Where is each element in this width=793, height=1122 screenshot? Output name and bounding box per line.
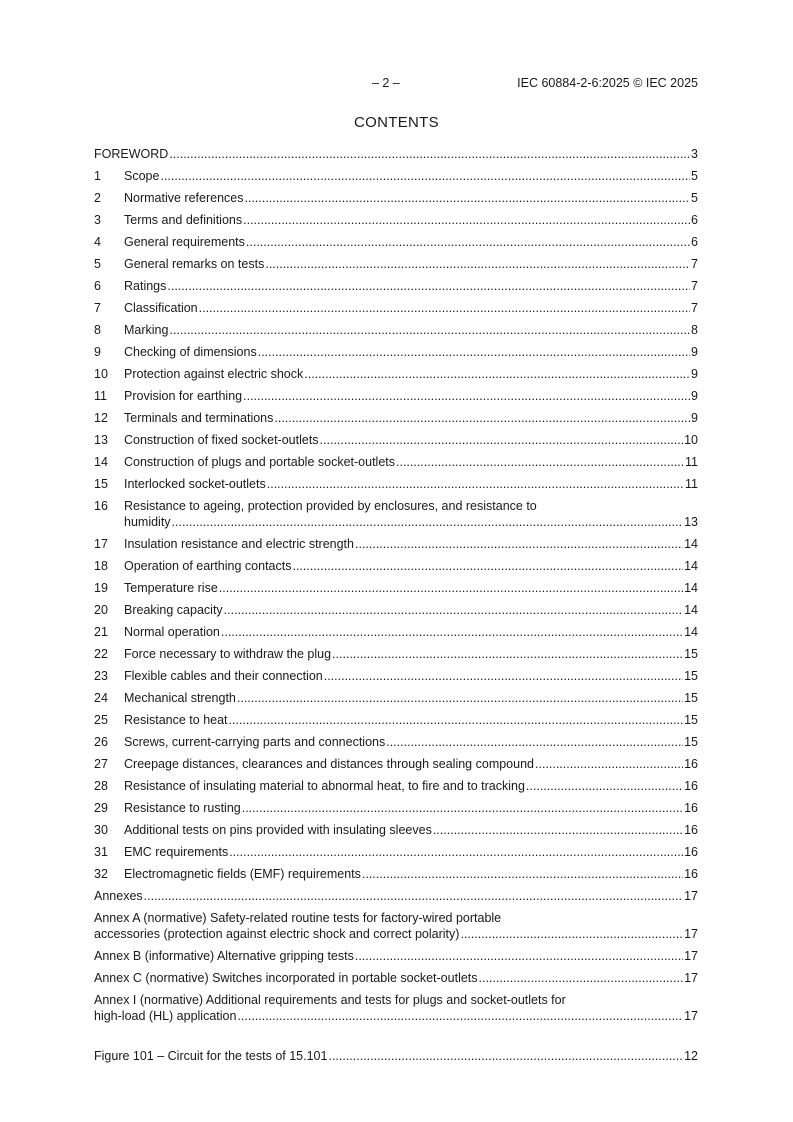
dot-leader <box>265 256 690 272</box>
toc-entry-title: Mechanical strength <box>124 691 236 705</box>
page-title: CONTENTS <box>354 114 439 131</box>
toc-entry-title: General remarks on tests <box>124 257 265 271</box>
toc-entry-page: 14 <box>684 537 698 551</box>
dot-leader <box>386 734 683 750</box>
clause-number: 10 <box>94 367 108 381</box>
dot-leader <box>328 1048 683 1064</box>
toc-entry-page: 9 <box>691 389 698 403</box>
toc-entry[interactable] <box>94 277 698 299</box>
toc-entry-page: 5 <box>691 191 698 205</box>
toc-entry-title: Resistance to heat <box>124 713 228 727</box>
table-of-contents <box>94 145 698 1069</box>
clause-number: 1 <box>94 169 101 183</box>
toc-entry[interactable] <box>94 167 698 189</box>
toc-entry-title: Breaking capacity <box>124 603 223 617</box>
toc-entry-page: 15 <box>684 669 698 683</box>
toc-entry-title: Checking of dimensions <box>124 345 257 359</box>
clause-number: 28 <box>94 779 108 793</box>
toc-entry-page: 9 <box>691 345 698 359</box>
toc-entry-title: Interlocked socket-outlets <box>124 477 266 491</box>
toc-entry-title: Figure 101 – Circuit for the tests of 15.101 <box>94 1049 328 1063</box>
clause-number: 27 <box>94 757 108 771</box>
dot-leader <box>304 366 690 382</box>
toc-entry-title: Resistance of insulating material to abnormal heat, to fire and to tracking <box>124 779 525 793</box>
toc-entry-title: Ratings <box>124 279 167 293</box>
toc-entry-title: Electromagnetic fields (EMF) requirements <box>124 867 361 881</box>
toc-entry-page: 14 <box>684 559 698 573</box>
toc-entry-title: Annex C (normative) Switches incorporated in portable socket-outlets <box>94 971 478 985</box>
toc-entry-title: Flexible cables and their connection <box>124 669 323 683</box>
toc-entry-title: Provision for earthing <box>124 389 243 403</box>
dot-leader <box>526 778 683 794</box>
toc-entry-page: 14 <box>684 581 698 595</box>
toc-entry[interactable] <box>94 711 698 733</box>
toc-entry[interactable] <box>94 733 698 755</box>
dot-leader <box>229 712 684 728</box>
dot-leader <box>274 410 690 426</box>
toc-entry-title: Force necessary to withdraw the plug <box>124 647 332 661</box>
toc-entry-page: 15 <box>684 735 698 749</box>
toc-entry-page: 9 <box>691 411 698 425</box>
clause-number: 9 <box>94 345 101 359</box>
toc-entry-page: 10 <box>684 433 698 447</box>
toc-entry-annex-b[interactable] <box>94 947 698 969</box>
dot-leader <box>479 970 684 986</box>
toc-entry[interactable] <box>94 865 698 887</box>
toc-entry-page: 5 <box>691 169 698 183</box>
toc-entry-page: 15 <box>684 713 698 727</box>
dot-leader <box>396 454 684 470</box>
toc-entry[interactable] <box>94 431 698 453</box>
toc-entry-annex-i[interactable] <box>94 991 698 1029</box>
clause-number: 17 <box>94 537 108 551</box>
toc-entry-page: 17 <box>684 1009 698 1023</box>
page-header <box>0 76 793 92</box>
dot-leader <box>221 624 683 640</box>
toc-entry-page: 9 <box>691 367 698 381</box>
toc-entry[interactable] <box>94 299 698 321</box>
toc-entry[interactable] <box>94 755 698 777</box>
toc-entry[interactable] <box>94 409 698 431</box>
toc-entry-page: 14 <box>684 603 698 617</box>
dot-leader <box>172 514 684 530</box>
toc-entry-figure-101[interactable] <box>94 1047 698 1069</box>
clause-number: 30 <box>94 823 108 837</box>
toc-entry[interactable] <box>94 365 698 387</box>
toc-entry[interactable] <box>94 189 698 211</box>
toc-entry-title: Annex B (informative) Alternative gripping tests <box>94 949 354 963</box>
toc-entry-page: 11 <box>685 455 698 469</box>
toc-entry[interactable] <box>94 255 698 277</box>
dot-leader <box>199 300 690 316</box>
toc-entry-title: Annex A (normative) Safety-related routine tests for factory-wired portable <box>94 911 502 925</box>
clause-number: 31 <box>94 845 108 859</box>
dot-leader <box>355 948 683 964</box>
toc-entry[interactable] <box>94 321 698 343</box>
toc-entry-page: 16 <box>684 779 698 793</box>
dot-leader <box>292 558 683 574</box>
dot-leader <box>224 602 683 618</box>
toc-entry-title: Creepage distances, clearances and distances through sealing compound <box>124 757 534 771</box>
clause-number: 18 <box>94 559 108 573</box>
toc-entry-title: Additional tests on pins provided with insulating sleeves <box>124 823 432 837</box>
toc-entry-page: 7 <box>691 301 698 315</box>
toc-entry[interactable] <box>94 645 698 667</box>
clause-number: 24 <box>94 691 108 705</box>
toc-entry-annex-c[interactable] <box>94 969 698 991</box>
toc-entry-title: Operation of earthing contacts <box>124 559 292 573</box>
toc-entry-title: Scope <box>124 169 160 183</box>
toc-entry-title-continued: accessories (protection against electric shock and correct polarity) <box>94 927 460 941</box>
dot-leader <box>167 278 690 294</box>
clause-number: 29 <box>94 801 108 815</box>
dot-leader <box>320 432 684 448</box>
clause-number: 2 <box>94 191 101 205</box>
toc-entry-title: Temperature rise <box>124 581 218 595</box>
toc-entry-page: 16 <box>684 801 698 815</box>
toc-entry-foreword[interactable] <box>94 145 698 167</box>
toc-entry-title-continued: humidity <box>124 515 171 529</box>
dot-leader <box>460 926 683 942</box>
toc-entry[interactable] <box>94 475 698 497</box>
toc-entry-page: 11 <box>685 477 698 491</box>
toc-entry-page: 6 <box>691 213 698 227</box>
toc-entry-page: 17 <box>684 927 698 941</box>
clause-number: 3 <box>94 213 101 227</box>
dot-leader <box>362 866 683 882</box>
toc-entry-title: EMC requirements <box>124 845 229 859</box>
toc-entry-page: 17 <box>684 889 698 903</box>
toc-entry-title: Construction of fixed socket-outlets <box>124 433 319 447</box>
toc-entry-page: 15 <box>684 691 698 705</box>
dot-leader <box>219 580 683 596</box>
dot-leader <box>229 844 683 860</box>
toc-entry[interactable] <box>94 777 698 799</box>
dot-leader <box>267 476 684 492</box>
toc-entry[interactable] <box>94 667 698 689</box>
dot-leader <box>245 190 691 206</box>
toc-entry-page: 3 <box>691 147 698 161</box>
toc-entry[interactable] <box>94 343 698 365</box>
dot-leader <box>160 168 690 184</box>
toc-entry-annex-a[interactable] <box>94 909 698 947</box>
toc-entry-page: 6 <box>691 235 698 249</box>
dot-leader <box>242 800 683 816</box>
dot-leader <box>169 146 690 162</box>
toc-entry-title: Classification <box>124 301 198 315</box>
toc-entry-title: Marking <box>124 323 169 337</box>
clause-number: 15 <box>94 477 108 491</box>
clause-number: 5 <box>94 257 101 271</box>
toc-entry-title: Annexes <box>94 889 143 903</box>
toc-entry-title-continued: high-load (HL) application <box>94 1009 237 1023</box>
toc-entry[interactable] <box>94 601 698 623</box>
toc-entry[interactable] <box>94 233 698 255</box>
toc-entry-annexes[interactable] <box>94 887 698 909</box>
toc-entry[interactable] <box>94 799 698 821</box>
toc-entry[interactable] <box>94 821 698 843</box>
toc-entry-title: Insulation resistance and electric strength <box>124 537 354 551</box>
toc-entry-page: 12 <box>684 1049 698 1063</box>
dot-leader <box>246 234 690 250</box>
toc-entry-title: Terminals and terminations <box>124 411 274 425</box>
toc-entry-title: Resistance to ageing, protection provided by enclosures, and resistance to <box>124 499 537 513</box>
clause-number: 16 <box>94 499 108 513</box>
clause-number: 8 <box>94 323 101 337</box>
toc-entry[interactable] <box>94 387 698 409</box>
toc-entry-title: FOREWORD <box>94 147 169 161</box>
clause-number: 13 <box>94 433 108 447</box>
clause-number: 25 <box>94 713 108 727</box>
clause-number: 11 <box>94 389 107 403</box>
toc-entry-page: 8 <box>691 323 698 337</box>
toc-entry[interactable] <box>94 689 698 711</box>
toc-entry-title: General requirements <box>124 235 245 249</box>
toc-entry-page: 14 <box>684 625 698 639</box>
toc-entry-page: 16 <box>684 845 698 859</box>
clause-number: 26 <box>94 735 108 749</box>
toc-entry-page: 15 <box>684 647 698 661</box>
section-gap <box>94 1029 698 1047</box>
clause-number: 14 <box>94 455 108 469</box>
clause-number: 21 <box>94 625 108 639</box>
toc-entry-title: Resistance to rusting <box>124 801 241 815</box>
toc-entry-title: Screws, current-carrying parts and connections <box>124 735 386 749</box>
clause-number: 20 <box>94 603 108 617</box>
clause-number: 4 <box>94 235 101 249</box>
toc-entry[interactable] <box>94 535 698 557</box>
toc-entry[interactable] <box>94 843 698 865</box>
toc-entry-title: Construction of plugs and portable socket-outlets <box>124 455 395 469</box>
clause-number: 19 <box>94 581 108 595</box>
dot-leader <box>535 756 683 772</box>
dot-leader <box>243 388 690 404</box>
toc-entry-title: Terms and definitions <box>124 213 243 227</box>
dot-leader <box>169 322 690 338</box>
dot-leader <box>332 646 683 662</box>
page-number: – 2 – <box>372 76 400 90</box>
toc-entry-page: 17 <box>684 971 698 985</box>
dot-leader <box>237 1008 683 1024</box>
toc-entry[interactable] <box>94 497 698 535</box>
toc-entry-page: 7 <box>691 279 698 293</box>
toc-entry-page: 17 <box>684 949 698 963</box>
clause-number: 7 <box>94 301 101 315</box>
dot-leader <box>258 344 690 360</box>
toc-entry-page: 16 <box>684 823 698 837</box>
toc-entry-title: Normative references <box>124 191 244 205</box>
toc-entry-page: 16 <box>684 757 698 771</box>
dot-leader <box>243 212 690 228</box>
toc-entry-page: 7 <box>691 257 698 271</box>
toc-entry-page: 13 <box>684 515 698 529</box>
document-id: IEC 60884-2-6:2025 © IEC 2025 <box>517 76 698 90</box>
toc-entry[interactable] <box>94 579 698 601</box>
dot-leader <box>433 822 683 838</box>
dot-leader <box>144 888 683 904</box>
dot-leader <box>237 690 683 706</box>
dot-leader <box>324 668 683 684</box>
toc-entry-page: 16 <box>684 867 698 881</box>
clause-number: 12 <box>94 411 108 425</box>
toc-entry-title: Protection against electric shock <box>124 367 304 381</box>
toc-entry[interactable] <box>94 211 698 233</box>
toc-entry-title: Annex I (normative) Additional requirements and tests for plugs and socket-outlets for <box>94 993 566 1007</box>
clause-number: 32 <box>94 867 108 881</box>
toc-entry-title: Normal operation <box>124 625 220 639</box>
toc-entry[interactable] <box>94 557 698 579</box>
toc-entry[interactable] <box>94 453 698 475</box>
clause-number: 23 <box>94 669 108 683</box>
toc-entry[interactable] <box>94 623 698 645</box>
clause-number: 6 <box>94 279 101 293</box>
clause-number: 22 <box>94 647 108 661</box>
dot-leader <box>355 536 683 552</box>
